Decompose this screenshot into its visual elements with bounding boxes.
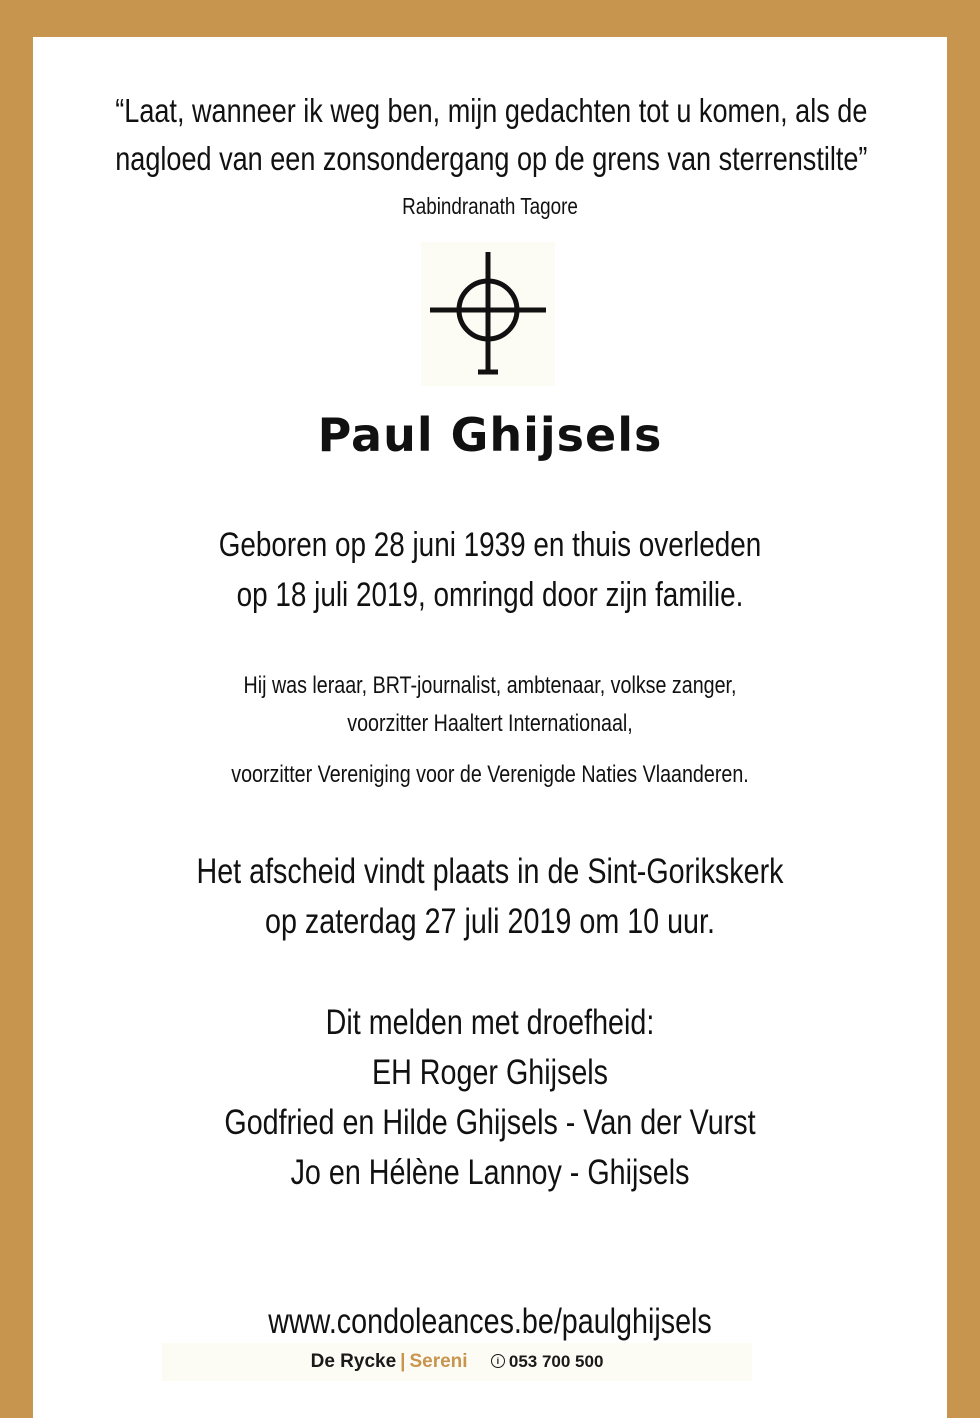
farewell-text [115,847,864,947]
family-list [115,998,864,1198]
quote-line: nagloed van een zonsondergang op de grens van sterrenstilte” [115,140,868,177]
phone-number: 053 700 500 [508,1352,604,1371]
deceased-name: Paul Ghijsels [317,408,663,462]
birth-death-line: Geboren op 28 juni 1939 en thuis overleden [218,526,762,564]
family-line: Jo en Hélène Lannoy - Ghijsels [290,1153,690,1192]
career-line: voorzitter Haaltert Internationaal, [347,710,633,737]
career-text [115,667,864,743]
brand-primary: De Rycke [310,1351,397,1372]
farewell-line: op zaterdag 27 juli 2019 om 10 uur. [265,902,715,941]
brand-separator: | [400,1351,406,1372]
funeral-home-footer [162,1343,752,1381]
obituary-card [33,37,947,1418]
condolence-link[interactable]: www.condoleances.be/paulghijsels [268,1302,712,1341]
birth-death-text [115,520,864,620]
farewell-line: Het afscheid vindt plaats in de Sint-Gorikskerk [196,852,784,891]
career-line: Hij was leraar, BRT-journalist, ambtenaar, volkse zanger, [243,672,737,699]
family-line: Dit melden met droefheid: [325,1003,655,1042]
celtic-cross-icon [421,242,555,386]
quote-author: Rabindranath Tagore [402,193,578,219]
career-line-last: voorzitter Vereniging voor de Verenigde Naties Vlaanderen. [231,761,749,788]
birth-death-line: op 18 juli 2019, omringd door zijn familie. [236,576,744,614]
phone-info-icon: i [491,1354,505,1368]
phone-number-group [491,1352,604,1371]
family-line: EH Roger Ghijsels [371,1053,609,1092]
quote [115,87,868,183]
quote-line: “Laat, wanneer ik weg ben, mijn gedachten tot u komen, als de [115,92,868,129]
family-line: Godfried en Hilde Ghijsels - Van der Vurst [224,1103,756,1142]
brand-secondary: Sereni [409,1351,468,1372]
